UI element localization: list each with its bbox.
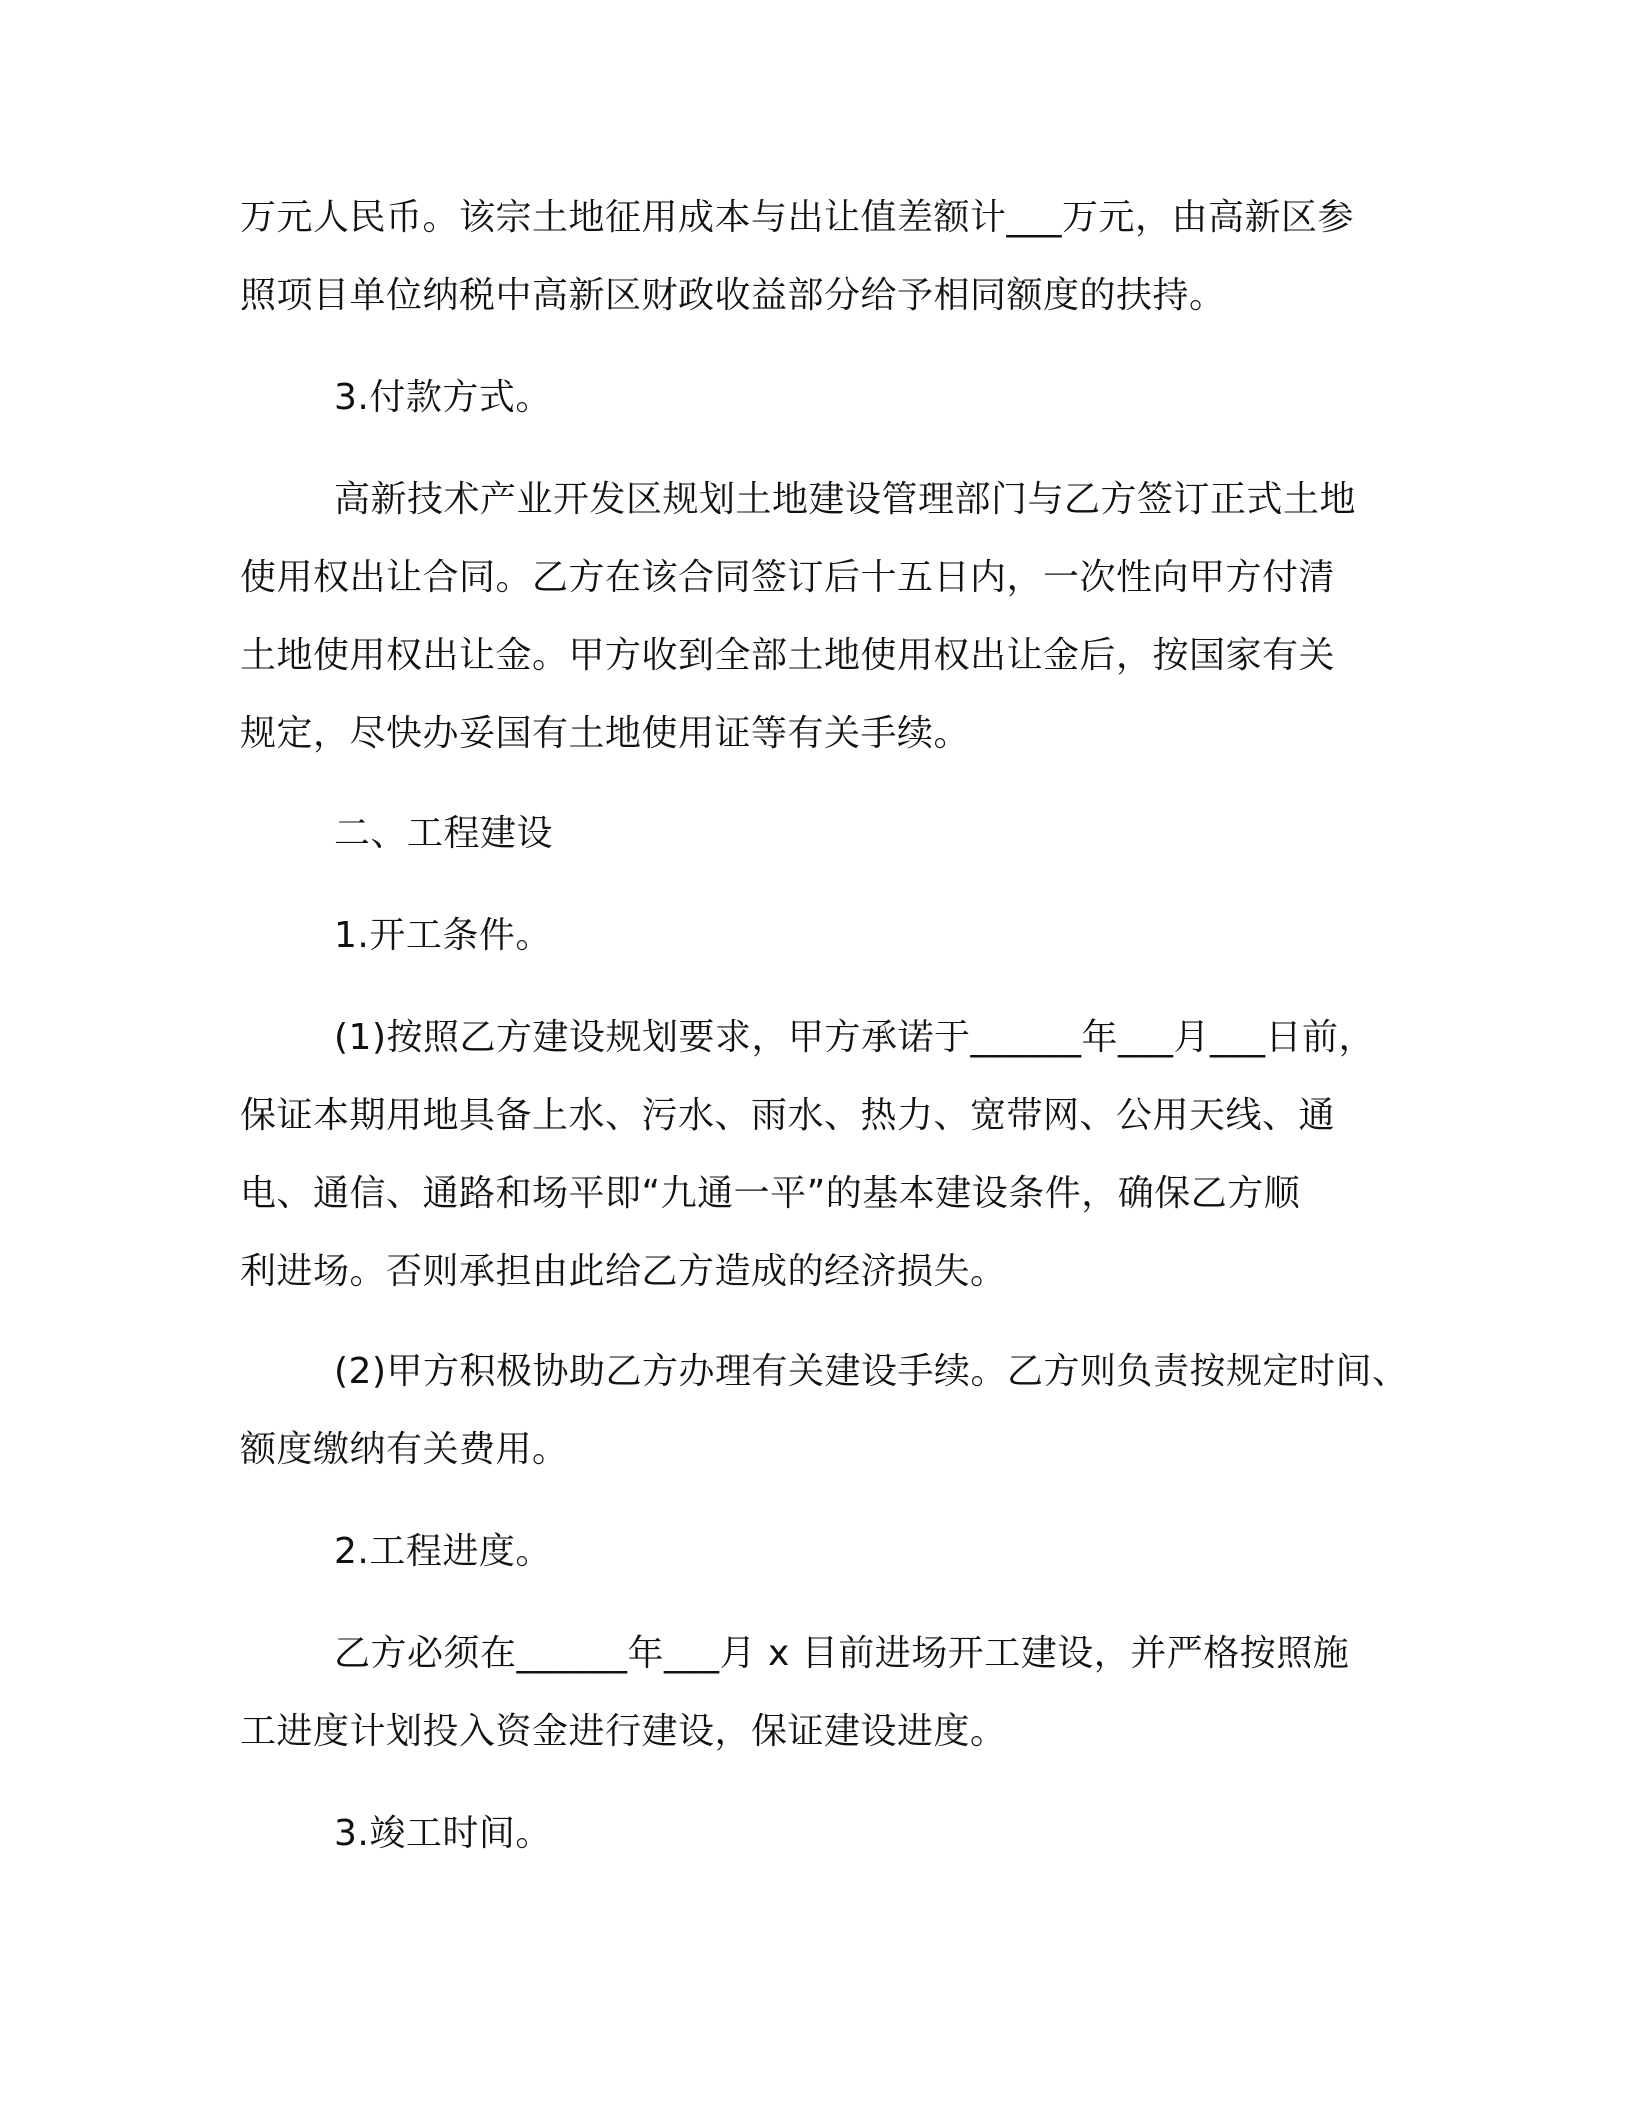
paragraph-line: 利进场。否则承担由此给乙方造成的经济损失。	[240, 1251, 1007, 1292]
paragraph-line: 工进度计划投入资金进行建设，保证建设进度。	[240, 1711, 1007, 1752]
paragraph-line: 额度缴纳有关费用。	[240, 1429, 569, 1470]
paragraph-line: (2)甲方积极协助乙方办理有关建设手续。乙方则负责按规定时间、	[334, 1351, 1409, 1392]
paragraph-line: 电、通信、通路和场平即“九通一平”的基本建设条件，确保乙方顺	[240, 1173, 1301, 1214]
paragraph-line: 使用权出让合同。乙方在该合同签订后十五日内，一次性向甲方付清	[240, 557, 1336, 598]
section-heading: 2.工程进度。	[334, 1531, 552, 1572]
paragraph-line: 照项目单位纳税中高新区财政收益部分给予相同额度的扶持。	[240, 275, 1226, 316]
paragraph-line: 土地使用权出让金。甲方收到全部土地使用权出让金后，按国家有关	[240, 635, 1336, 676]
paragraph-line: 高新技术产业开发区规划土地建设管理部门与乙方签订正式土地	[334, 479, 1357, 520]
section-heading: 3.付款方式。	[334, 377, 552, 418]
section-heading: 3.竣工时间。	[334, 1813, 552, 1854]
section-heading: 1.开工条件。	[334, 915, 552, 956]
paragraph-line: 乙方必须在______年___月 x 目前进场开工建设，并严格按照施	[334, 1633, 1350, 1674]
section-heading: 二、工程建设	[334, 813, 554, 854]
paragraph-line: 规定，尽快办妥国有土地使用证等有关手续。	[240, 713, 971, 754]
paragraph-line: 万元人民币。该宗土地征用成本与出让值差额计___万元，由高新区参	[240, 197, 1355, 238]
paragraph-line: (1)按照乙方建设规划要求，甲方承诺于______年___月___日前，	[334, 1017, 1375, 1058]
paragraph-line: 保证本期用地具备上水、污水、雨水、热力、宽带网、公用天线、通	[240, 1095, 1336, 1136]
